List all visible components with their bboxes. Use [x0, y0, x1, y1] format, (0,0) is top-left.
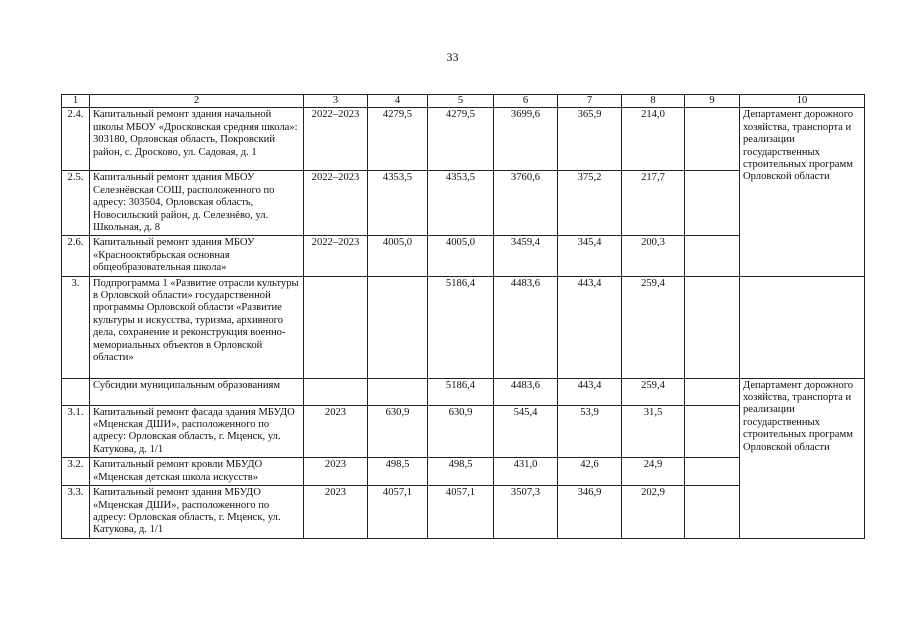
header-cell: 7 [558, 95, 622, 108]
row-number: 3.2. [62, 458, 90, 486]
object-name: Капитальный ремонт фасада здания МБУДО «Мценская ДШИ», расположенного по адресу: Орловская область, г. Мценск, ул. Катукова, д. 1/1 [90, 405, 304, 458]
years [304, 378, 368, 405]
object-name: Капитальный ремонт здания МБОУ Селезнёвская СОШ, расположенного по адресу: 303504, Орловская область, Новосильский район, д. Селезнёво, ул. Школьная, д. 8 [90, 171, 304, 236]
value-col9 [685, 378, 740, 405]
value-col7: 443,4 [558, 276, 622, 378]
value-col5: 4353,5 [428, 171, 494, 236]
value-col6: 3760,6 [494, 171, 558, 236]
value-col7: 443,4 [558, 378, 622, 405]
header-cell: 8 [622, 95, 685, 108]
value-col8: 200,3 [622, 236, 685, 276]
object-name: Капитальный ремонт кровли МБУДО «Мценская детская школа искусств» [90, 458, 304, 486]
value-col5: 4279,5 [428, 108, 494, 171]
header-cell: 9 [685, 95, 740, 108]
department-cell: Департамент дорожного хозяйства, транспорта и реализации государственных строительных программ Орловской области [740, 378, 865, 538]
value-col8: 259,4 [622, 276, 685, 378]
value-col5: 630,9 [428, 405, 494, 458]
value-col7: 345,4 [558, 236, 622, 276]
value-col6: 3507,3 [494, 486, 558, 539]
row-number: 3.1. [62, 405, 90, 458]
value-col9 [685, 405, 740, 458]
value-col9 [685, 276, 740, 378]
page-number: 33 [446, 50, 459, 64]
object-name: Капитальный ремонт здания МБУДО «Мценская ДШИ», расположенного по адресу: Орловская область, г. Мценск, ул. Катукова, д. 1/1 [90, 486, 304, 539]
program-table [61, 94, 865, 539]
value-col6: 3699,6 [494, 108, 558, 171]
row-number: 3.3. [62, 486, 90, 539]
header-cell: 10 [740, 95, 865, 108]
department-cell: Департамент дорожного хозяйства, транспорта и реализации государственных строительных программ Орловской области [740, 108, 865, 276]
value-col5: 4057,1 [428, 486, 494, 539]
row-number: 3. [62, 276, 90, 378]
value-col5: 498,5 [428, 458, 494, 486]
years: 2023 [304, 405, 368, 458]
value-col5: 4005,0 [428, 236, 494, 276]
value-col7: 53,9 [558, 405, 622, 458]
value-col8: 24,9 [622, 458, 685, 486]
table-row [62, 108, 865, 171]
header-cell: 1 [62, 95, 90, 108]
years [304, 276, 368, 378]
header-row [62, 95, 865, 108]
header-cell: 4 [368, 95, 428, 108]
row-number: 2.6. [62, 236, 90, 276]
object-name: Капитальный ремонт здания начальной школы МБОУ «Дросковская средняя школа»: 303180, Орловская область, Покровский район, с. Дросково, ул. Садовая, д. 1 [90, 108, 304, 171]
header-cell: 3 [304, 95, 368, 108]
value-col9 [685, 236, 740, 276]
years: 2022–2023 [304, 108, 368, 171]
value-col6: 4483,6 [494, 378, 558, 405]
value-col6: 431,0 [494, 458, 558, 486]
value-col4 [368, 378, 428, 405]
value-col7: 346,9 [558, 486, 622, 539]
value-col9 [685, 486, 740, 539]
header-cell: 2 [90, 95, 304, 108]
value-col4: 4005,0 [368, 236, 428, 276]
header-cell: 6 [494, 95, 558, 108]
value-col4: 4353,5 [368, 171, 428, 236]
value-col7: 42,6 [558, 458, 622, 486]
table-row [62, 276, 865, 378]
object-name: Подпрограмма 1 «Развитие отрасли культуры в Орловской области» государственной программы Орловской области «Развитие культуры и искусства, туризма, архивного дела, сохранение и реконструкция военно-мемориальных объектов в Орловской области» [90, 276, 304, 378]
value-col4: 498,5 [368, 458, 428, 486]
value-col8: 202,9 [622, 486, 685, 539]
object-name: Субсидии муниципальным образованиям [90, 378, 304, 405]
value-col7: 375,2 [558, 171, 622, 236]
value-col9 [685, 108, 740, 171]
value-col6: 545,4 [494, 405, 558, 458]
years: 2023 [304, 486, 368, 539]
object-name: Капитальный ремонт здания МБОУ «Краснооктябрьская основная общеобразовательная школа» [90, 236, 304, 276]
years: 2022–2023 [304, 171, 368, 236]
value-col8: 259,4 [622, 378, 685, 405]
value-col4: 4057,1 [368, 486, 428, 539]
value-col4: 630,9 [368, 405, 428, 458]
table-row [62, 378, 865, 405]
value-col7: 365,9 [558, 108, 622, 171]
value-col9 [685, 458, 740, 486]
row-number [62, 378, 90, 405]
row-number: 2.5. [62, 171, 90, 236]
years: 2022–2023 [304, 236, 368, 276]
department-cell-empty [740, 276, 865, 378]
value-col8: 217,7 [622, 171, 685, 236]
value-col8: 31,5 [622, 405, 685, 458]
value-col4 [368, 276, 428, 378]
years: 2023 [304, 458, 368, 486]
value-col6: 4483,6 [494, 276, 558, 378]
value-col4: 4279,5 [368, 108, 428, 171]
header-cell: 5 [428, 95, 494, 108]
value-col6: 3459,4 [494, 236, 558, 276]
row-number: 2.4. [62, 108, 90, 171]
value-col9 [685, 171, 740, 236]
value-col5: 5186,4 [428, 276, 494, 378]
value-col5: 5186,4 [428, 378, 494, 405]
value-col8: 214,0 [622, 108, 685, 171]
